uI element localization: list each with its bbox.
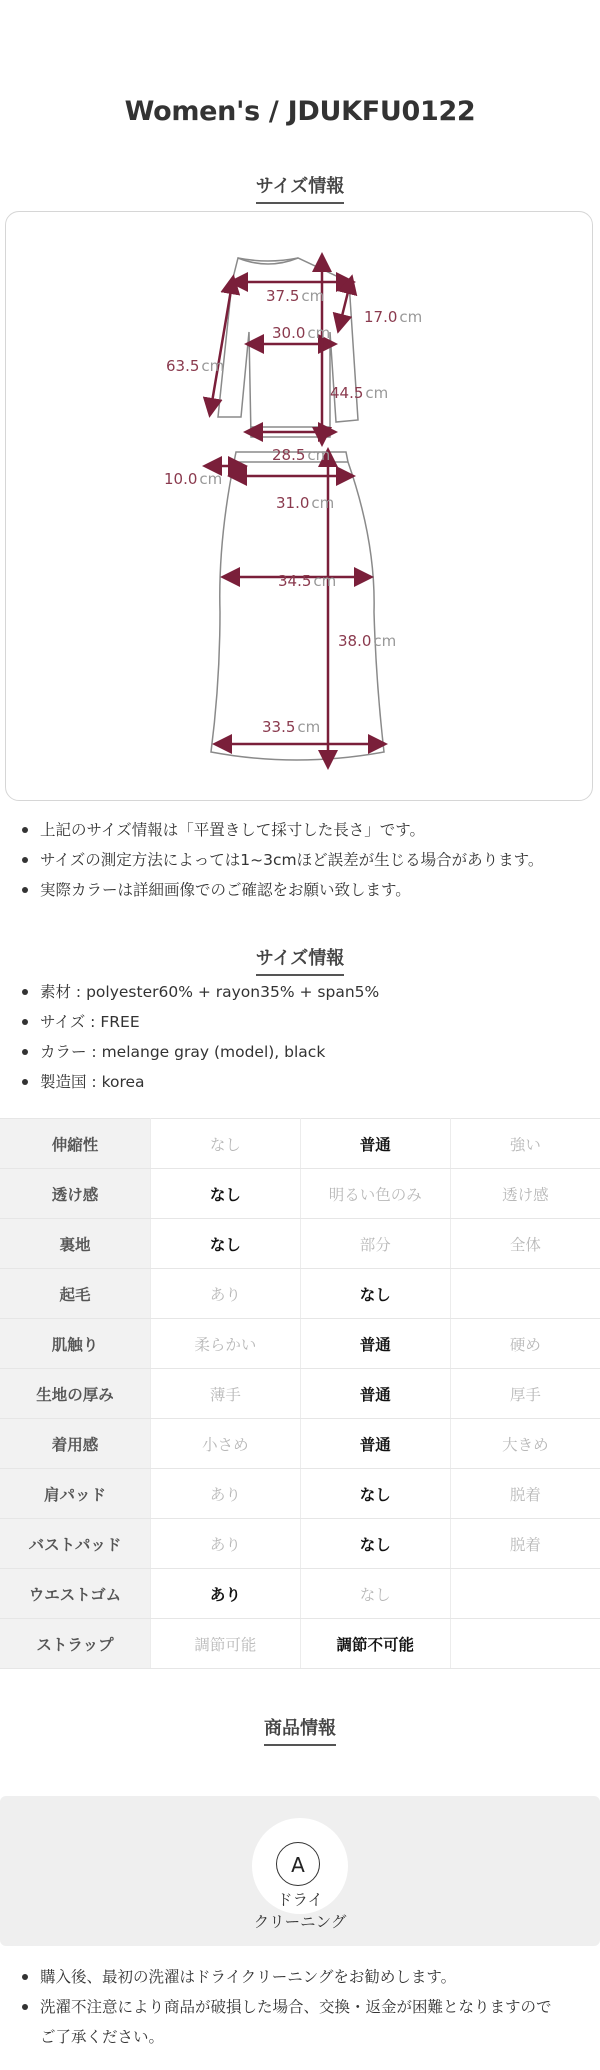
spec-size: サイズ : FREE xyxy=(18,1007,379,1037)
property-option: なし xyxy=(151,1219,301,1269)
table-row xyxy=(0,1569,600,1619)
property-label: バストパッド xyxy=(0,1519,151,1569)
property-option: 普通 xyxy=(300,1419,450,1469)
property-label: ウエストゴム xyxy=(0,1569,151,1619)
table-row xyxy=(0,1269,600,1319)
property-label: 生地の厚み xyxy=(0,1369,151,1419)
property-label: ストラップ xyxy=(0,1619,151,1669)
list-item: 実際カラーは詳細画像でのご確認をお願い致します。 xyxy=(18,875,543,905)
property-option: 小さめ xyxy=(151,1419,301,1469)
spec-color: カラー : melange gray (model), black xyxy=(18,1037,379,1067)
table-row xyxy=(0,1219,600,1269)
care-box xyxy=(0,1796,600,1946)
table-row xyxy=(0,1469,600,1519)
spec-list xyxy=(18,977,379,1097)
property-option: 硬め xyxy=(450,1319,600,1369)
fabric-properties-table xyxy=(0,1118,600,1669)
property-label: 肩パッド xyxy=(0,1469,151,1519)
property-option xyxy=(450,1619,600,1669)
table-row xyxy=(0,1369,600,1419)
property-option: 普通 xyxy=(300,1119,450,1169)
property-label: 着用感 xyxy=(0,1419,151,1469)
property-option: なし xyxy=(300,1519,450,1569)
property-option: 部分 xyxy=(300,1219,450,1269)
property-option: なし xyxy=(151,1169,301,1219)
label-sleeve-length: 63.5 cm xyxy=(166,357,225,375)
table-row xyxy=(0,1319,600,1369)
top-garment-outline xyxy=(218,258,358,437)
table-row xyxy=(0,1419,600,1469)
table-row xyxy=(0,1169,600,1219)
table-row xyxy=(0,1619,600,1669)
label-waist: 31.0 cm xyxy=(276,494,335,512)
property-option: なし xyxy=(300,1469,450,1519)
label-hip: 34.5 cm xyxy=(278,572,337,590)
label-skirt-length: 38.0 cm xyxy=(338,632,397,650)
label-top-length: 44.5 cm xyxy=(330,384,389,402)
label-skirt-hem: 33.5 cm xyxy=(262,718,321,736)
list-item: 購入後、最初の洗濯はドライクリーニングをお勧めします。 xyxy=(18,1962,552,1992)
property-label: 裏地 xyxy=(0,1219,151,1269)
spec-origin: 製造国 : korea xyxy=(18,1067,379,1097)
property-label: 起毛 xyxy=(0,1269,151,1319)
property-option: 薄手 xyxy=(151,1369,301,1419)
label-hem-width: 28.5 cm xyxy=(272,446,331,464)
label-cuff: 10.0 cm xyxy=(164,470,223,488)
dry-clean-icon: A xyxy=(276,1842,320,1886)
label-shoulder-width: 37.5 cm xyxy=(266,287,325,305)
property-option: 調節不可能 xyxy=(300,1619,450,1669)
table-row xyxy=(0,1519,600,1569)
property-option: 普通 xyxy=(300,1319,450,1369)
care-label-line2: クリーニング xyxy=(253,1913,347,1931)
size-diagram xyxy=(5,211,593,801)
label-chest: 30.0 cm xyxy=(272,324,331,342)
size-notes xyxy=(18,815,543,905)
property-option: なし xyxy=(300,1569,450,1619)
list-item: サイズの測定方法によっては1~3cmほど誤差が生じる場合があります。 xyxy=(18,845,543,875)
property-option: 脱着 xyxy=(450,1469,600,1519)
property-option xyxy=(450,1569,600,1619)
product-notes xyxy=(18,1962,552,2052)
property-option: なし xyxy=(151,1119,301,1169)
size-info-heading: サイズ情報 xyxy=(0,172,600,204)
list-item: 上記のサイズ情報は「平置きして採寸した長さ」です。 xyxy=(18,815,543,845)
property-option: 明るい色のみ xyxy=(300,1169,450,1219)
spec-material: 素材 : polyester60% + rayon35% + span5% xyxy=(18,977,379,1007)
property-option: なし xyxy=(300,1269,450,1319)
property-option xyxy=(450,1269,600,1319)
list-item: 洗濯不注意により商品が破損した場合、交換・返金が困難となりますので xyxy=(18,1992,552,2022)
product-title: Women's / JDUKFU0122 xyxy=(124,96,476,127)
label-sleeve-top: 17.0 cm xyxy=(364,308,423,326)
property-option: 厚手 xyxy=(450,1369,600,1419)
property-option: 強い xyxy=(450,1119,600,1169)
property-option: 脱着 xyxy=(450,1519,600,1569)
spec-heading: サイズ情報 xyxy=(0,944,600,976)
property-option: 透け感 xyxy=(450,1169,600,1219)
property-option: 大きめ xyxy=(450,1419,600,1469)
property-option: あり xyxy=(151,1469,301,1519)
property-option: 普通 xyxy=(300,1369,450,1419)
property-label: 伸縮性 xyxy=(0,1119,151,1169)
property-option: 柔らかい xyxy=(151,1319,301,1369)
property-option: あり xyxy=(151,1569,301,1619)
product-info-heading: 商品情報 xyxy=(0,1714,600,1746)
table-row xyxy=(0,1119,600,1169)
care-label-line1: ドライ xyxy=(276,1891,324,1909)
list-item-continued: ご了承ください。 xyxy=(40,2028,165,2046)
property-option: 調節可能 xyxy=(151,1619,301,1669)
property-label: 肌触り xyxy=(0,1319,151,1369)
property-option: 全体 xyxy=(450,1219,600,1269)
property-option: あり xyxy=(151,1269,301,1319)
property-label: 透け感 xyxy=(0,1169,151,1219)
property-option: あり xyxy=(151,1519,301,1569)
